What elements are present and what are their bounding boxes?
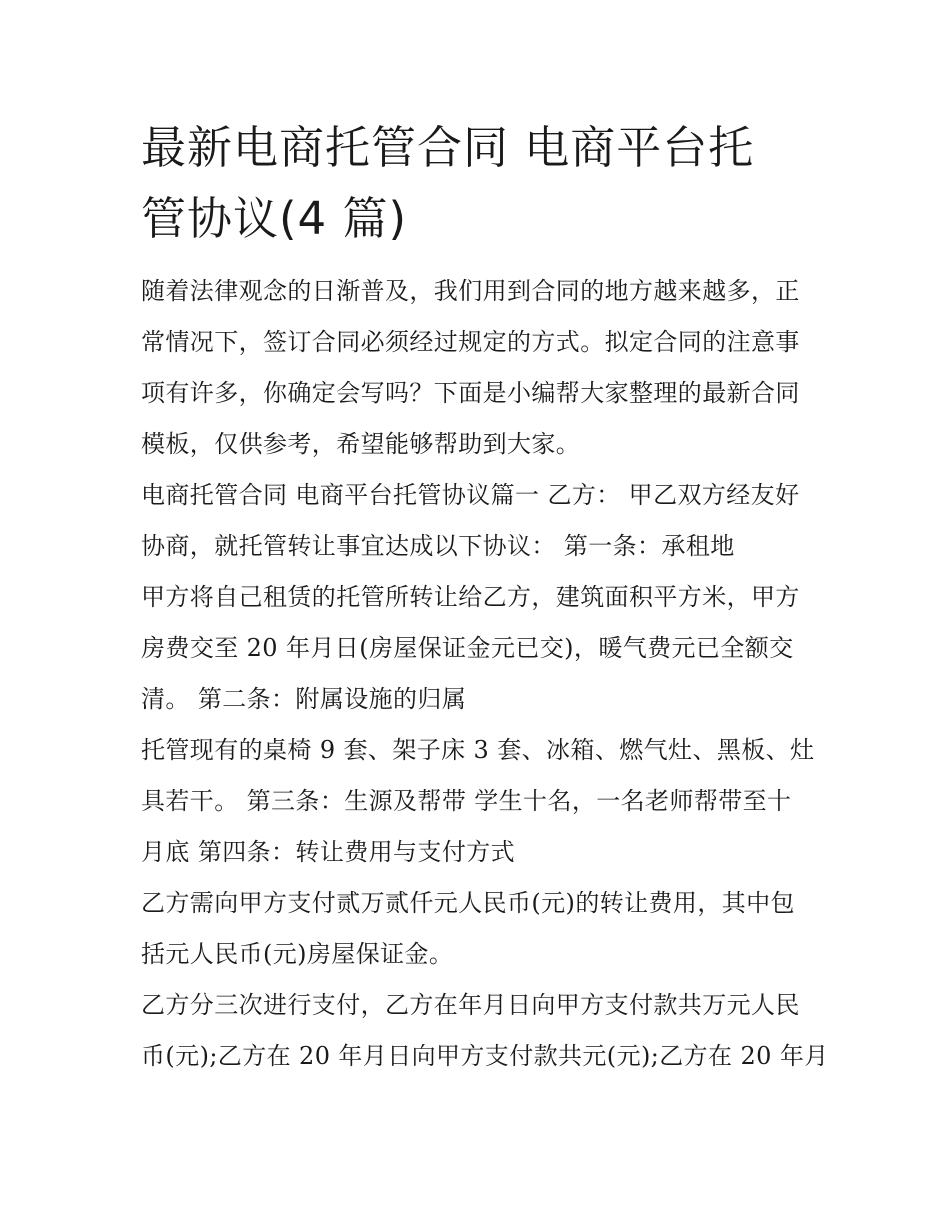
paragraph-article-two (141, 725, 821, 878)
paragraph-article-one (141, 572, 821, 725)
text-line: 甲方将自己租赁的托管所转让给乙方，建筑面积平方米，甲方 (141, 583, 800, 611)
document-page (141, 112, 829, 1082)
text-line: 随着法律观念的日渐普及，我们用到合同的地方越来越多，正 (141, 277, 800, 305)
text-line: 括元人民币(元)房屋保证金。 (141, 940, 454, 968)
text-line: 清。 第二条：附属设施的归属 (141, 685, 467, 713)
document-title (141, 112, 821, 254)
text-line: 协商，就托管转让事宜达成以下协议： 第一条：承租地 (141, 532, 735, 560)
paragraph-intro (141, 266, 821, 470)
text-line: 项有许多，你确定会写吗？下面是小编帮大家整理的最新合同 (141, 379, 800, 407)
text-line: 电商托管合同 电商平台托管协议篇一 乙方： 甲乙双方经友好 (141, 481, 800, 509)
text-line: 乙方分三次进行支付，乙方在年月日向甲方支付款共万元人民 (141, 991, 800, 1019)
text-line: 模板，仅供参考，希望能够帮助到大家。 (141, 430, 581, 458)
text-line: 币(元);乙方在 20 年月日向甲方支付款共元(元);乙方在 20 年月 (141, 1042, 829, 1070)
text-line: 月底 第四条：转让费用与支付方式 (141, 838, 516, 866)
paragraph-section-one (141, 470, 821, 572)
paragraph-article-four (141, 878, 821, 980)
text-line: 乙方需向甲方支付贰万贰仟元人民币(元)的转让费用，其中包 (141, 889, 795, 917)
text-line: 房费交至 20 年月日(房屋保证金元已交)，暖气费元已全额交 (141, 634, 794, 662)
title-line: 管协议(4 篇) (141, 192, 408, 245)
text-line: 托管现有的桌椅 9 套、架子床 3 套、冰箱、燃气灶、黑板、灶 (141, 736, 815, 764)
paragraph-payment (141, 980, 829, 1082)
text-line: 常情况下，签订合同必须经过规定的方式。拟定合同的注意事 (141, 328, 800, 356)
text-line: 具若干。 第三条：生源及帮带 学生十名，一名老师帮带至十 (141, 787, 792, 815)
title-line: 最新电商托管合同 电商平台托 (141, 121, 755, 174)
